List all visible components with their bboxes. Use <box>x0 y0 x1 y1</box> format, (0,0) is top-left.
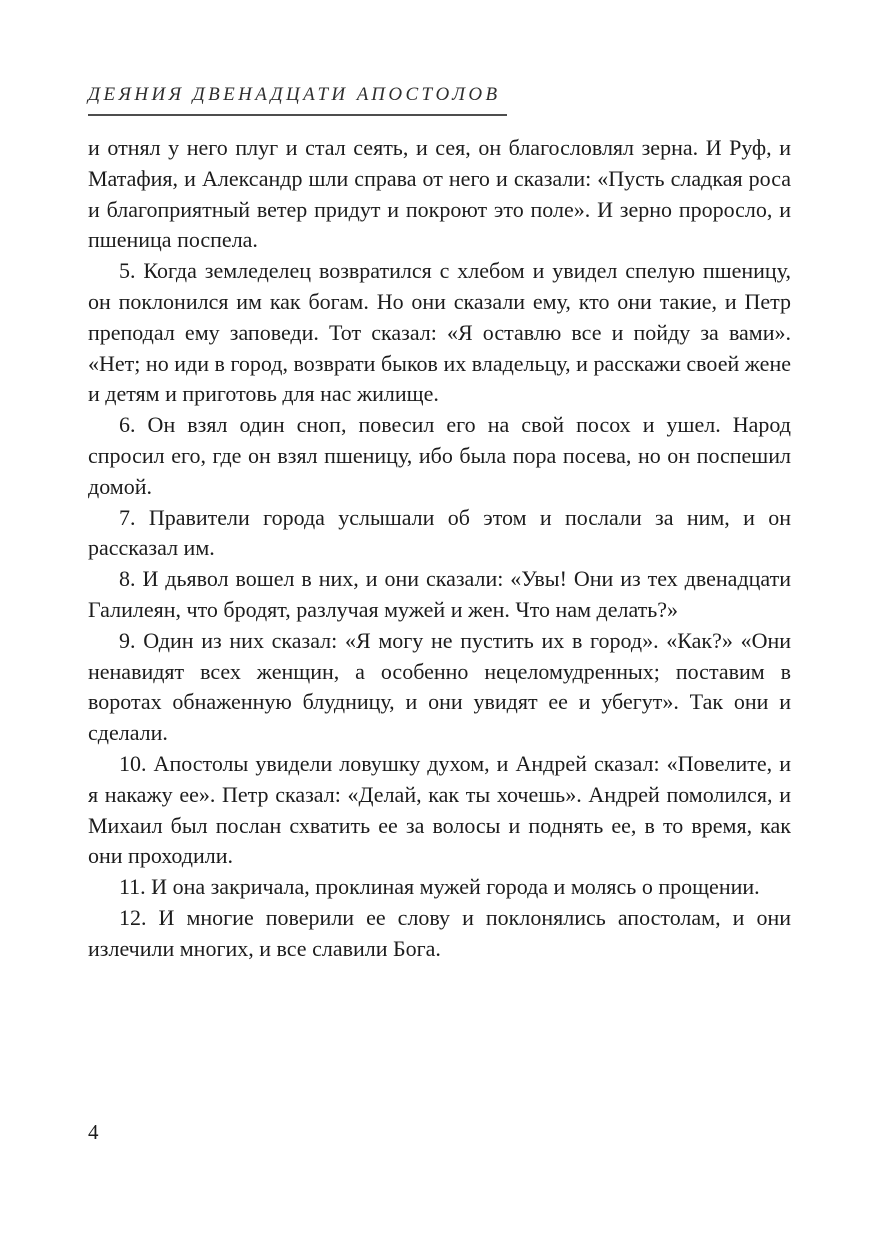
running-head: ДЕЯНИЯ ДВЕНАДЦАТИ АПОСТОЛОВ <box>88 84 507 116</box>
paragraph: 12. И многие поверили ее слову и поклонялись апостолам, и они излечили многих, и все славили Бога. <box>88 904 791 961</box>
paragraph: 11. И она закричала, проклиная мужей города и молясь о прощении. <box>119 874 760 900</box>
paragraph: 10. Апостолы увидели ловушку духом, и Андрей сказал: «Повелите, и я накажу ее». Петр сказал: «Делай, как ты хочешь». Андрей помолился, и Михаил был послан схватить ее за волосы и поднять ее, в то время, как они проходили. <box>88 750 791 869</box>
paragraph: 5. Когда земледелец возвратился с хлебом и увидел спелую пшеницу, он поклонился им как богам. Но они сказали ему, кто они такие, и Петр преподал ему заповеди. Тот сказал: «Я оставлю все и пойду за вами». «Нет; но иди в город, возврати быков их владельцу, и расскажи своей жене и детям и приготовь для нас жилище. <box>88 258 791 407</box>
paragraph: и отнял у него плуг и стал сеять, и сея, он благословлял зерна. И Руф, и Матафия, и Александр шли справа от него и сказали: «Пусть сладкая роса и благоприятный ветер придут и покроют это поле». И зерно проросло, и пшеница поспела. <box>88 135 791 253</box>
text-block <box>88 84 791 965</box>
paragraph: 7. Правители города услышали об этом и послали за ним, и он рассказал им. <box>88 504 791 561</box>
page-body <box>88 133 791 965</box>
paragraph: 9. Один из них сказал: «Я могу не пустить их в город». «Как?» «Они ненавидят всех женщин, а особенно нецеломудренных; поставим в воротах обнаженную блудницу, и они увидят ее и убегут». Так они и сделали. <box>88 627 791 746</box>
paragraph: 8. И дьявол вошел в них, и они сказали: «Увы! Они из тех двенадцати Галилеян, что бродят, разлучая мужей и жен. Что нам делать?» <box>88 566 791 622</box>
page-number: 4 <box>88 1120 99 1144</box>
paragraph: 6. Он взял один сноп, повесил его на свой посох и ушел. Народ спросил его, где он взял пшеницу, ибо была пора посева, но он поспешил домой. <box>88 412 791 499</box>
